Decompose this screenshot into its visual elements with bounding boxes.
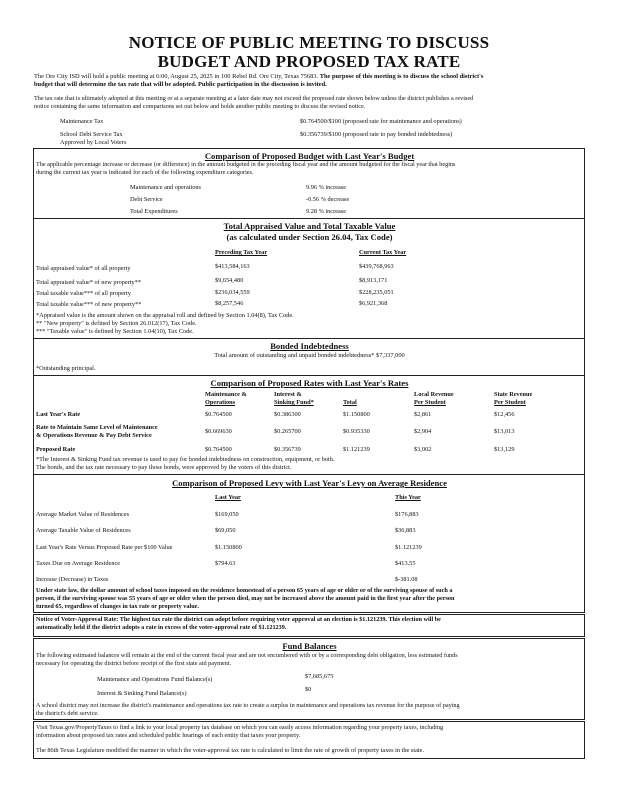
appraised-row-prev: $413,584,163 bbox=[215, 263, 250, 270]
voter-approval-1: Notice of Voter-Approval Rate: The highest tax rate the district can adopt before requiring voter approval at an election is $1.121239. This election will be bbox=[36, 616, 441, 623]
appraised-row-label: Total appraised value* of new property** bbox=[36, 279, 141, 286]
debt-tax-label-2: Approved by Local Voters bbox=[60, 139, 127, 146]
levy-law-2: person, if the surviving spouse was 55 years of age or older when the person died, may not be increased above the amount paid in the first year after the person bbox=[36, 595, 455, 602]
budget-row-label: Total Expenditures bbox=[130, 208, 178, 215]
intro-paragraph bbox=[34, 73, 594, 89]
appraised-row-curr: $228,235,051 bbox=[359, 289, 394, 296]
footer-visit-2: information about proposed tax rates and scheduled public hearings of each entity that taxes your property. bbox=[36, 732, 301, 739]
fund-surplus-1: A school district may not increase the district's maintenance and operations tax rate to create a surplus in maintenance and operations tax revenue for the purpose of paying bbox=[36, 702, 460, 709]
bonded-note: *Outstanding principal. bbox=[36, 365, 96, 372]
bonded-title: Bonded Indebtedness bbox=[270, 341, 349, 351]
rates-col-mo-1: Maintenance & bbox=[205, 391, 247, 398]
levy-row-last: $794.63 bbox=[215, 560, 236, 567]
divider bbox=[34, 474, 585, 475]
voter-approval-2: automatically held if the district adopts a rate in excess of the voter-approval rate of $1.121239. bbox=[36, 624, 287, 631]
appraised-subtitle: (as calculated under Section 26.04, Tax Code) bbox=[226, 232, 393, 242]
budget-row-value: -0.56 % decrease bbox=[306, 196, 350, 203]
fund-is-value: $0 bbox=[305, 686, 312, 693]
rates-col-is-2: Sinking Fund* bbox=[274, 399, 314, 406]
rates-col-state bbox=[494, 391, 532, 407]
appraised-row-prev: $236,034,559 bbox=[215, 289, 250, 296]
appraised-row-prev: $8,257,546 bbox=[215, 300, 244, 307]
fund-is-label: Interest & Sinking Fund Balance(s) bbox=[97, 690, 187, 697]
rates-col-mo bbox=[205, 391, 247, 407]
levy-law-1: Under state law, the dollar amount of school taxes imposed on the residence homestead of a person 65 years of age or older or of the surviving spouse of such a bbox=[36, 587, 453, 594]
levy-row-label: Taxes Due on Average Residence bbox=[36, 560, 121, 567]
levy-row-label: Average Taxable Value of Residences bbox=[36, 527, 131, 534]
rates-row-is: $0.356739 bbox=[274, 446, 301, 453]
budget-row-value: 9.28 % increase bbox=[306, 208, 347, 215]
appraised-title: Total Appraised Value and Total Taxable Value bbox=[223, 221, 396, 231]
levy-col-this: This Year bbox=[395, 494, 421, 501]
intro-bold-2: budget that will determine the tax rate that will be adopted. Public participation in the discussion is invited. bbox=[34, 81, 327, 88]
debt-tax-value: $0.356739/$100 (proposed rate to pay bonded indebtedness) bbox=[300, 131, 453, 138]
rates-row-total: $0.935330 bbox=[343, 428, 370, 435]
rates-col-local bbox=[414, 391, 454, 407]
appraised-row-label: Total taxable value*** of all property bbox=[36, 290, 131, 297]
levy-row-label: Last Year's Rate Versus Proposed Rate per $100 Value bbox=[36, 544, 173, 551]
rates-row-label bbox=[36, 424, 158, 440]
footer-legislature: The 86th Texas Legislature modified the manner in which the voter-approval tax rate is calculated to limit the rate of growth of property taxes in the state. bbox=[36, 747, 425, 754]
rates-col-is bbox=[274, 391, 314, 407]
levy-row-this: $176,883 bbox=[395, 511, 419, 518]
maint-tax-label: Maintenance Tax bbox=[60, 118, 104, 125]
levy-row-this: $413.55 bbox=[395, 560, 416, 567]
fund-desc-1: The following estimated balances will remain at the end of the current fiscal year and are not encumbered with or by a corresponding debt obligation, less estimated funds bbox=[36, 652, 458, 659]
rates-row-local: $2,861 bbox=[414, 411, 432, 418]
footer-visit bbox=[36, 724, 584, 740]
rates-title: Comparison of Proposed Rates with Last Year's Rates bbox=[210, 378, 409, 388]
divider bbox=[34, 338, 585, 339]
budget-title: Comparison of Proposed Budget with Last Year's Budget bbox=[204, 151, 415, 161]
rates-row-total: $1.150800 bbox=[343, 411, 370, 418]
appraised-row-prev: $9,654,480 bbox=[215, 277, 244, 284]
intro-bold-1: The purpose of this meeting is to discuss the school district's bbox=[319, 73, 484, 80]
appraised-row-curr: $6,921,368 bbox=[359, 300, 388, 307]
appraised-row-curr: $439,768,963 bbox=[359, 263, 394, 270]
levy-row-this: $-381.08 bbox=[395, 576, 418, 583]
appraised-note: ** "New property" is defined by Section 26.012(17), Tax Code. bbox=[36, 320, 197, 327]
levy-row-this: $1.121239 bbox=[395, 544, 422, 551]
budget-desc bbox=[36, 161, 584, 177]
rates-note: *The Interest & Sinking Fund tax revenue is used to pay for bonded indebtedness on construction, equipment, or both. bbox=[36, 456, 335, 463]
rates-row-label-2: & Operations Revenue & Pay Debt Service bbox=[36, 432, 152, 439]
levy-law-text bbox=[36, 587, 584, 611]
intro-plain: The Ore City ISD will hold a public meeting at 6:00, August 25, 2025 in 100 Rebel Rd. Ore City, Texas 75683. bbox=[34, 73, 319, 80]
rates-row-total: $1.121239 bbox=[343, 446, 370, 453]
appraised-col-curr: Current Tax Year bbox=[359, 249, 407, 256]
rate-notice-1: The tax rate that is ultimately adopted at this meeting or at a separate meeting at a later date may not exceed the proposed rate shown below unless the district publishes a revised bbox=[34, 95, 474, 102]
debt-tax-label: School Debt Service Tax bbox=[60, 131, 123, 138]
rates-col-total: Total bbox=[343, 399, 357, 406]
rates-col-mo-2: Operations bbox=[205, 399, 236, 406]
appraised-note: *** "Taxable value" is defined by Section 1.04(10), Tax Code. bbox=[36, 328, 194, 335]
divider bbox=[34, 375, 585, 376]
budget-row-label: Maintenance and operations bbox=[130, 184, 201, 191]
bonded-line: Total amount of outstanding and unpaid bonded indebtedness* $7,337,000 bbox=[214, 352, 405, 359]
voter-approval-text bbox=[36, 616, 584, 632]
rates-col-local-2: Per Student bbox=[414, 399, 446, 406]
rates-col-is-1: Interest & bbox=[274, 391, 302, 398]
levy-row-label: Increase (Decrease) in Taxes bbox=[36, 576, 109, 583]
levy-law-3: turned 65, regardless of changes in tax rate or property value. bbox=[36, 603, 199, 610]
budget-row-label: Debt Service bbox=[130, 196, 163, 203]
rates-row-mo: $0.764500 bbox=[205, 446, 232, 453]
rates-row-label: Proposed Rate bbox=[36, 446, 76, 453]
fund-title: Fund Balances bbox=[282, 641, 337, 651]
rates-row-state: $13,129 bbox=[494, 446, 515, 453]
fund-surplus-2: the district's debt service. bbox=[36, 710, 99, 717]
rates-note: The bonds, and the tax rate necessary to pay those bonds, were approved by the voters of this district. bbox=[36, 464, 292, 471]
levy-row-this: $36,883 bbox=[395, 527, 416, 534]
rates-row-local: $3,002 bbox=[414, 446, 432, 453]
levy-title: Comparison of Proposed Levy with Last Year's Levy on Average Residence bbox=[172, 478, 447, 488]
rates-row-state: $12,456 bbox=[494, 411, 515, 418]
rates-row-local: $2,904 bbox=[414, 428, 432, 435]
rates-col-state-1: State Revenue bbox=[494, 391, 533, 398]
page-title: NOTICE OF PUBLIC MEETING TO DISCUSS bbox=[128, 33, 490, 52]
budget-desc-1: The applicable percentage increase or decrease (or difference) in the amount budgeted in the preceding fiscal year and the amount budgeted for the fiscal year that begins bbox=[36, 161, 456, 168]
appraised-row-label: Total taxable value*** of new property** bbox=[36, 301, 142, 308]
rates-row-state: $13,013 bbox=[494, 428, 515, 435]
rates-row-mo: $0.669630 bbox=[205, 428, 232, 435]
rates-row-is: $0.265700 bbox=[274, 428, 301, 435]
appraised-note: *Appraised value is the amount shown on the appraisal roll and defined by Section 1.04(8), Tax Code. bbox=[36, 312, 294, 319]
levy-row-last: $169,050 bbox=[215, 511, 239, 518]
maint-tax-value: $0.764500/$100 (proposed rate for maintenance and operations) bbox=[300, 118, 462, 125]
levy-row-last: $1.150800 bbox=[215, 544, 242, 551]
fund-mo-value: $7,685,675 bbox=[305, 673, 334, 680]
rate-notice-2: notice containing the same information and comparisons set out below and holds another public meeting to discuss the revised notice. bbox=[34, 103, 366, 110]
fund-desc-2: necessary for operating the district before receipt of the first state aid payment. bbox=[36, 660, 231, 667]
levy-row-last: $69,050 bbox=[215, 527, 236, 534]
budget-row-value: 9.96 % increase bbox=[306, 184, 347, 191]
appraised-row-curr: $8,913,171 bbox=[359, 277, 388, 284]
appraised-col-prev: Preceding Tax Year bbox=[215, 249, 268, 256]
budget-desc-2: during the current tax year is indicated for each of the following expenditure categories. bbox=[36, 169, 254, 176]
rates-row-label: Last Year's Rate bbox=[36, 411, 81, 418]
levy-col-last: Last Year bbox=[215, 494, 241, 501]
rates-row-label-1: Rate to Maintain Same Level of Maintenance bbox=[36, 424, 158, 431]
footer-visit-1: Visit Texas.gov/PropertyTaxes to find a link to your local property tax database on which you can easily access information regarding your property taxes, including bbox=[36, 724, 444, 731]
fund-mo-label: Maintenance and Operations Fund Balance(s) bbox=[97, 676, 213, 683]
appraised-row-label: Total appraised value* of all property bbox=[36, 265, 131, 272]
rates-col-local-1: Local Revenue bbox=[414, 391, 454, 398]
levy-row-label: Average Market Value of Residences bbox=[36, 511, 130, 518]
rates-row-mo: $0.764500 bbox=[205, 411, 232, 418]
fund-desc bbox=[36, 652, 584, 668]
rates-col-state-2: Per Student bbox=[494, 399, 526, 406]
rate-notice bbox=[34, 95, 594, 111]
rates-row-is: $0.386300 bbox=[274, 411, 301, 418]
divider bbox=[34, 218, 585, 219]
page-subtitle: BUDGET AND PROPOSED TAX RATE bbox=[157, 52, 461, 71]
fund-surplus bbox=[36, 702, 584, 718]
